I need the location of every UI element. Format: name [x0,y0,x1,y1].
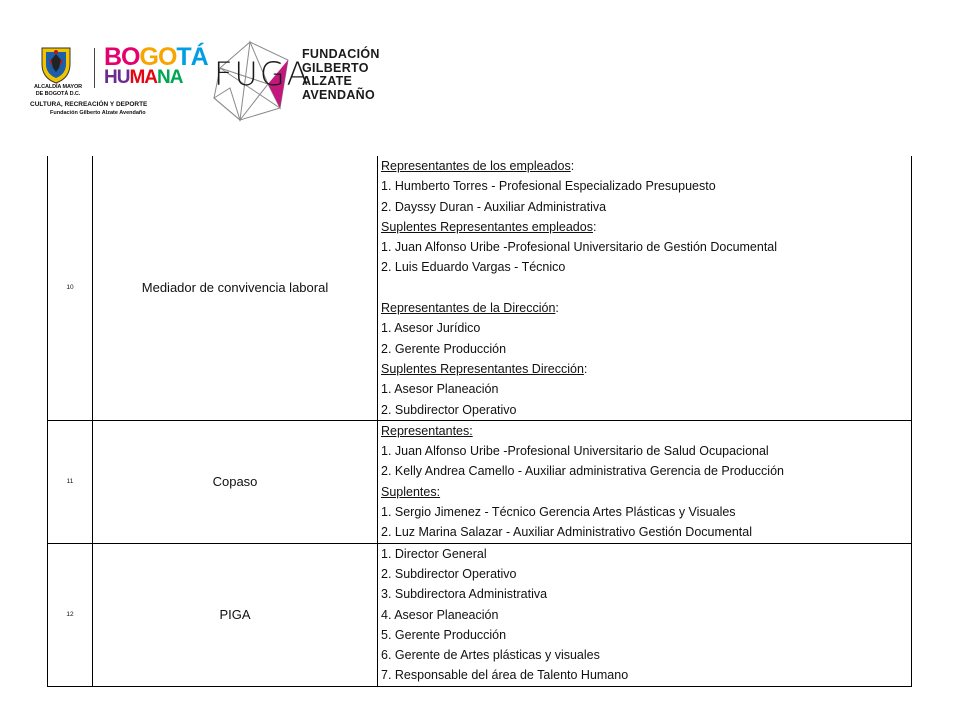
fuga-name-line-1: FUNDACIÓN [302,47,380,61]
row-number: 12 [48,543,93,686]
heading-text: Suplentes Representantes empleados [381,219,593,234]
member-line: 5. Gerente Producción [381,627,507,642]
member-group-heading [381,482,911,502]
heading-suffix: : [570,159,575,173]
humana-part-3: NA [157,67,183,88]
member-line: 2. Kelly Andrea Camello - Auxiliar administrativa Gerencia de Producción [381,464,784,479]
heading-text: Representantes de los empleados [381,159,571,173]
table-row [48,156,912,420]
member-group-heading [381,421,911,441]
row-number: 11 [48,420,93,543]
member-group-heading [381,156,911,176]
member-line: 1. Juan Alfonso Uribe -Profesional Universitario de Gestión Documental [381,240,778,255]
bogota-part-1: BO [104,43,140,71]
member-group-heading [381,359,911,379]
member-line: 1. Asesor Planeación [381,382,499,397]
member-line: 6. Gerente de Artes plásticas y visuales [381,648,600,663]
table-row [48,420,912,543]
heading-text: Suplentes Representantes Dirección [381,361,584,376]
heading-text: Suplentes: [381,484,441,499]
committee-name: Mediador de convivencia laboral [93,156,378,420]
bogota-wordmark [104,43,208,71]
member-line: 1. Director General [381,546,487,561]
member-line: 2. Gerente Producción [381,341,507,356]
committee-members [378,156,912,420]
member-line: 7. Responsable del área de Talento Humano [381,668,629,683]
member-line: 1. Juan Alfonso Uribe -Profesional Universitario de Salud Ocupacional [381,444,769,459]
humana-part-1: HU [104,67,130,88]
heading-text: Representantes: [381,423,473,438]
logo-divider [94,48,95,88]
member-line: 1. Humberto Torres - Profesional Especializado Presupuesto [381,179,716,194]
humana-part-2: MA [129,67,158,88]
entity-text: Fundación Gilberto Alzate Avendaño [50,110,146,116]
committees-table [47,156,912,687]
document-header [0,0,960,150]
bogota-part-2: GO [139,43,177,71]
committee-name: Copaso [93,420,378,543]
alcaldia-line-1: ALCALDÍA MAYOR [34,84,82,90]
humana-wordmark [104,68,182,88]
row-number: 10 [48,156,93,420]
fuga-foundation-name [302,48,380,102]
member-group-heading [381,217,911,237]
alcaldia-logo [28,43,208,124]
committee-name: PIGA [93,543,378,686]
member-line: 2. Dayssy Duran - Auxiliar Administrativa [381,199,607,214]
member-group-heading [381,298,911,318]
member-line: 2. Luis Eduardo Vargas - Técnico [381,260,566,275]
bogota-part-3: TÁ [176,43,208,71]
fuga-name-line-4: AVENDAÑO [302,87,376,102]
member-line: 4. Asesor Planeación [381,607,499,622]
alcaldia-text [28,84,88,97]
heading-suffix: : [555,301,559,316]
member-line: 2. Luz Marina Salazar - Auxiliar Administrativo Gestión Documental [381,525,752,540]
table-row [48,543,912,686]
fuga-name-line-3: ALZATE [302,74,353,88]
fuga-wordmark: FUGA [214,55,311,93]
committees-table-body [48,156,912,686]
heading-suffix: : [583,361,588,376]
secretaria-text: CULTURA, RECREACIÓN Y DEPORTE [30,101,148,108]
member-line: 2. Subdirector Operativo [381,566,517,581]
committee-members [378,420,912,543]
heading-suffix: : [592,219,597,234]
blank-line [381,278,911,298]
member-line: 1. Sergio Jimenez - Técnico Gerencia Artes Plásticas y Visuales [381,505,736,520]
heading-text: Representantes de la Dirección [381,301,556,316]
coat-of-arms-icon [38,44,74,84]
member-line: 2. Subdirector Operativo [381,402,517,417]
member-line: 1. Asesor Jurídico [381,321,481,336]
alcaldia-line-2: DE BOGOTÁ D.C. [35,90,81,97]
member-line: 3. Subdirectora Administrativa [381,587,548,602]
fuga-name-line-2: GILBERTO [302,60,369,75]
committee-members [378,543,912,686]
